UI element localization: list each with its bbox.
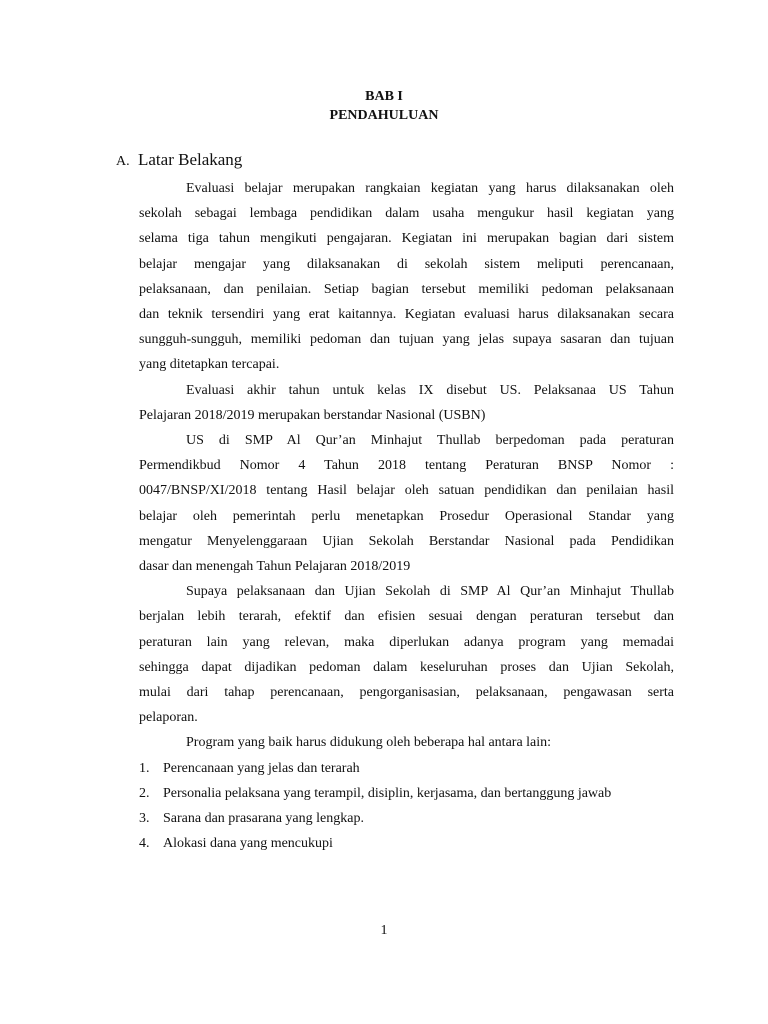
list-item-text: Personalia pelaksana yang terampil, disiplin, kerjasama, dan bertanggung jawab — [163, 786, 612, 801]
list-item — [139, 836, 333, 852]
page-number: 1 — [380, 923, 388, 938]
paragraph-line: pelaksanaan, dan penilaian. Setiap bagian tersebut memiliki pedoman pelaksanaan — [139, 282, 674, 297]
list-item-number: 1. — [139, 761, 150, 776]
paragraph-line: sehingga dapat dijadikan pedoman dalam keseluruhan proses dan Ujian Sekolah, — [139, 660, 674, 675]
paragraph-line: selama tiga tahun mengikuti pengajaran. Kegiatan ini merupakan bagian dari sistem — [139, 231, 674, 246]
list-item-number: 4. — [139, 836, 150, 851]
section-heading — [116, 150, 242, 172]
paragraph-line: sungguh-sungguh, memiliki pedoman dan tujuan yang jelas supaya sasaran dan tujuan — [139, 332, 674, 347]
paragraph-line: peraturan lain yang relevan, maka diperlukan adanya program yang memadai — [139, 635, 674, 650]
paragraph-line: yang ditetapkan tercapai. — [139, 357, 280, 372]
list-item-number: 3. — [139, 811, 150, 826]
paragraph-line: Evaluasi akhir tahun untuk kelas IX disebut US. Pelaksanaa US Tahun — [186, 383, 674, 398]
paragraph-line: 0047/BNSP/XI/2018 tentang Hasil belajar oleh satuan pendidikan dan penilaian hasil — [139, 483, 674, 498]
list-item-number: 2. — [139, 786, 150, 801]
paragraph-line: sekolah sebagai lembaga pendidikan dalam usaha mengukur hasil kegiatan yang — [139, 206, 674, 221]
paragraph-line: Supaya pelaksanaan dan Ujian Sekolah di SMP Al Qur’an Minhajut Thullab — [186, 584, 674, 599]
list-item — [139, 786, 611, 802]
list-item — [139, 811, 364, 827]
chapter-title: PENDAHULUAN — [329, 108, 439, 123]
paragraph-line: mulai dari tahap perencanaan, pengorganisasian, pelaksanaan, pengawasan serta — [139, 685, 674, 700]
section-letter: A. — [116, 154, 130, 169]
paragraph-line: US di SMP Al Qur’an Minhajut Thullab berpedoman pada peraturan — [186, 433, 674, 448]
section-title: Latar Belakang — [138, 150, 243, 169]
paragraph-line: belajar oleh pemerintah perlu menetapkan Prosedur Operasional Standar yang — [139, 509, 674, 524]
paragraph-line: Program yang baik harus didukung oleh beberapa hal antara lain: — [186, 735, 552, 750]
paragraph-line: Pelajaran 2018/2019 merupakan berstandar Nasional (USBN) — [139, 408, 486, 423]
paragraph-line: belajar mengajar yang dilaksanakan di sekolah sistem meliputi perencanaan, — [139, 257, 674, 272]
chapter-number: BAB I — [365, 89, 403, 104]
paragraph-line: Evaluasi belajar merupakan rangkaian kegiatan yang harus dilaksanakan oleh — [186, 181, 674, 196]
paragraph-line: dan teknik tersendiri yang erat kaitannya. Kegiatan evaluasi harus dilaksanakan secara — [139, 307, 674, 322]
list-item-text: Sarana dan prasarana yang lengkap. — [163, 811, 364, 826]
list-item-text: Perencanaan yang jelas dan terarah — [163, 761, 360, 776]
paragraph-line: Permendikbud Nomor 4 Tahun 2018 tentang Peraturan BNSP Nomor : — [139, 458, 674, 473]
paragraph-line: berjalan lebih terarah, efektif dan efisien sesuai dengan peraturan tersebut dan — [139, 609, 674, 624]
list-item-text: Alokasi dana yang mencukupi — [163, 836, 333, 851]
paragraph-line: mengatur Menyelenggaraan Ujian Sekolah Berstandar Nasional pada Pendidikan — [139, 534, 674, 549]
paragraph-line: dasar dan menengah Tahun Pelajaran 2018/2019 — [139, 559, 411, 574]
list-item — [139, 761, 360, 777]
paragraph-line: pelaporan. — [139, 710, 198, 725]
